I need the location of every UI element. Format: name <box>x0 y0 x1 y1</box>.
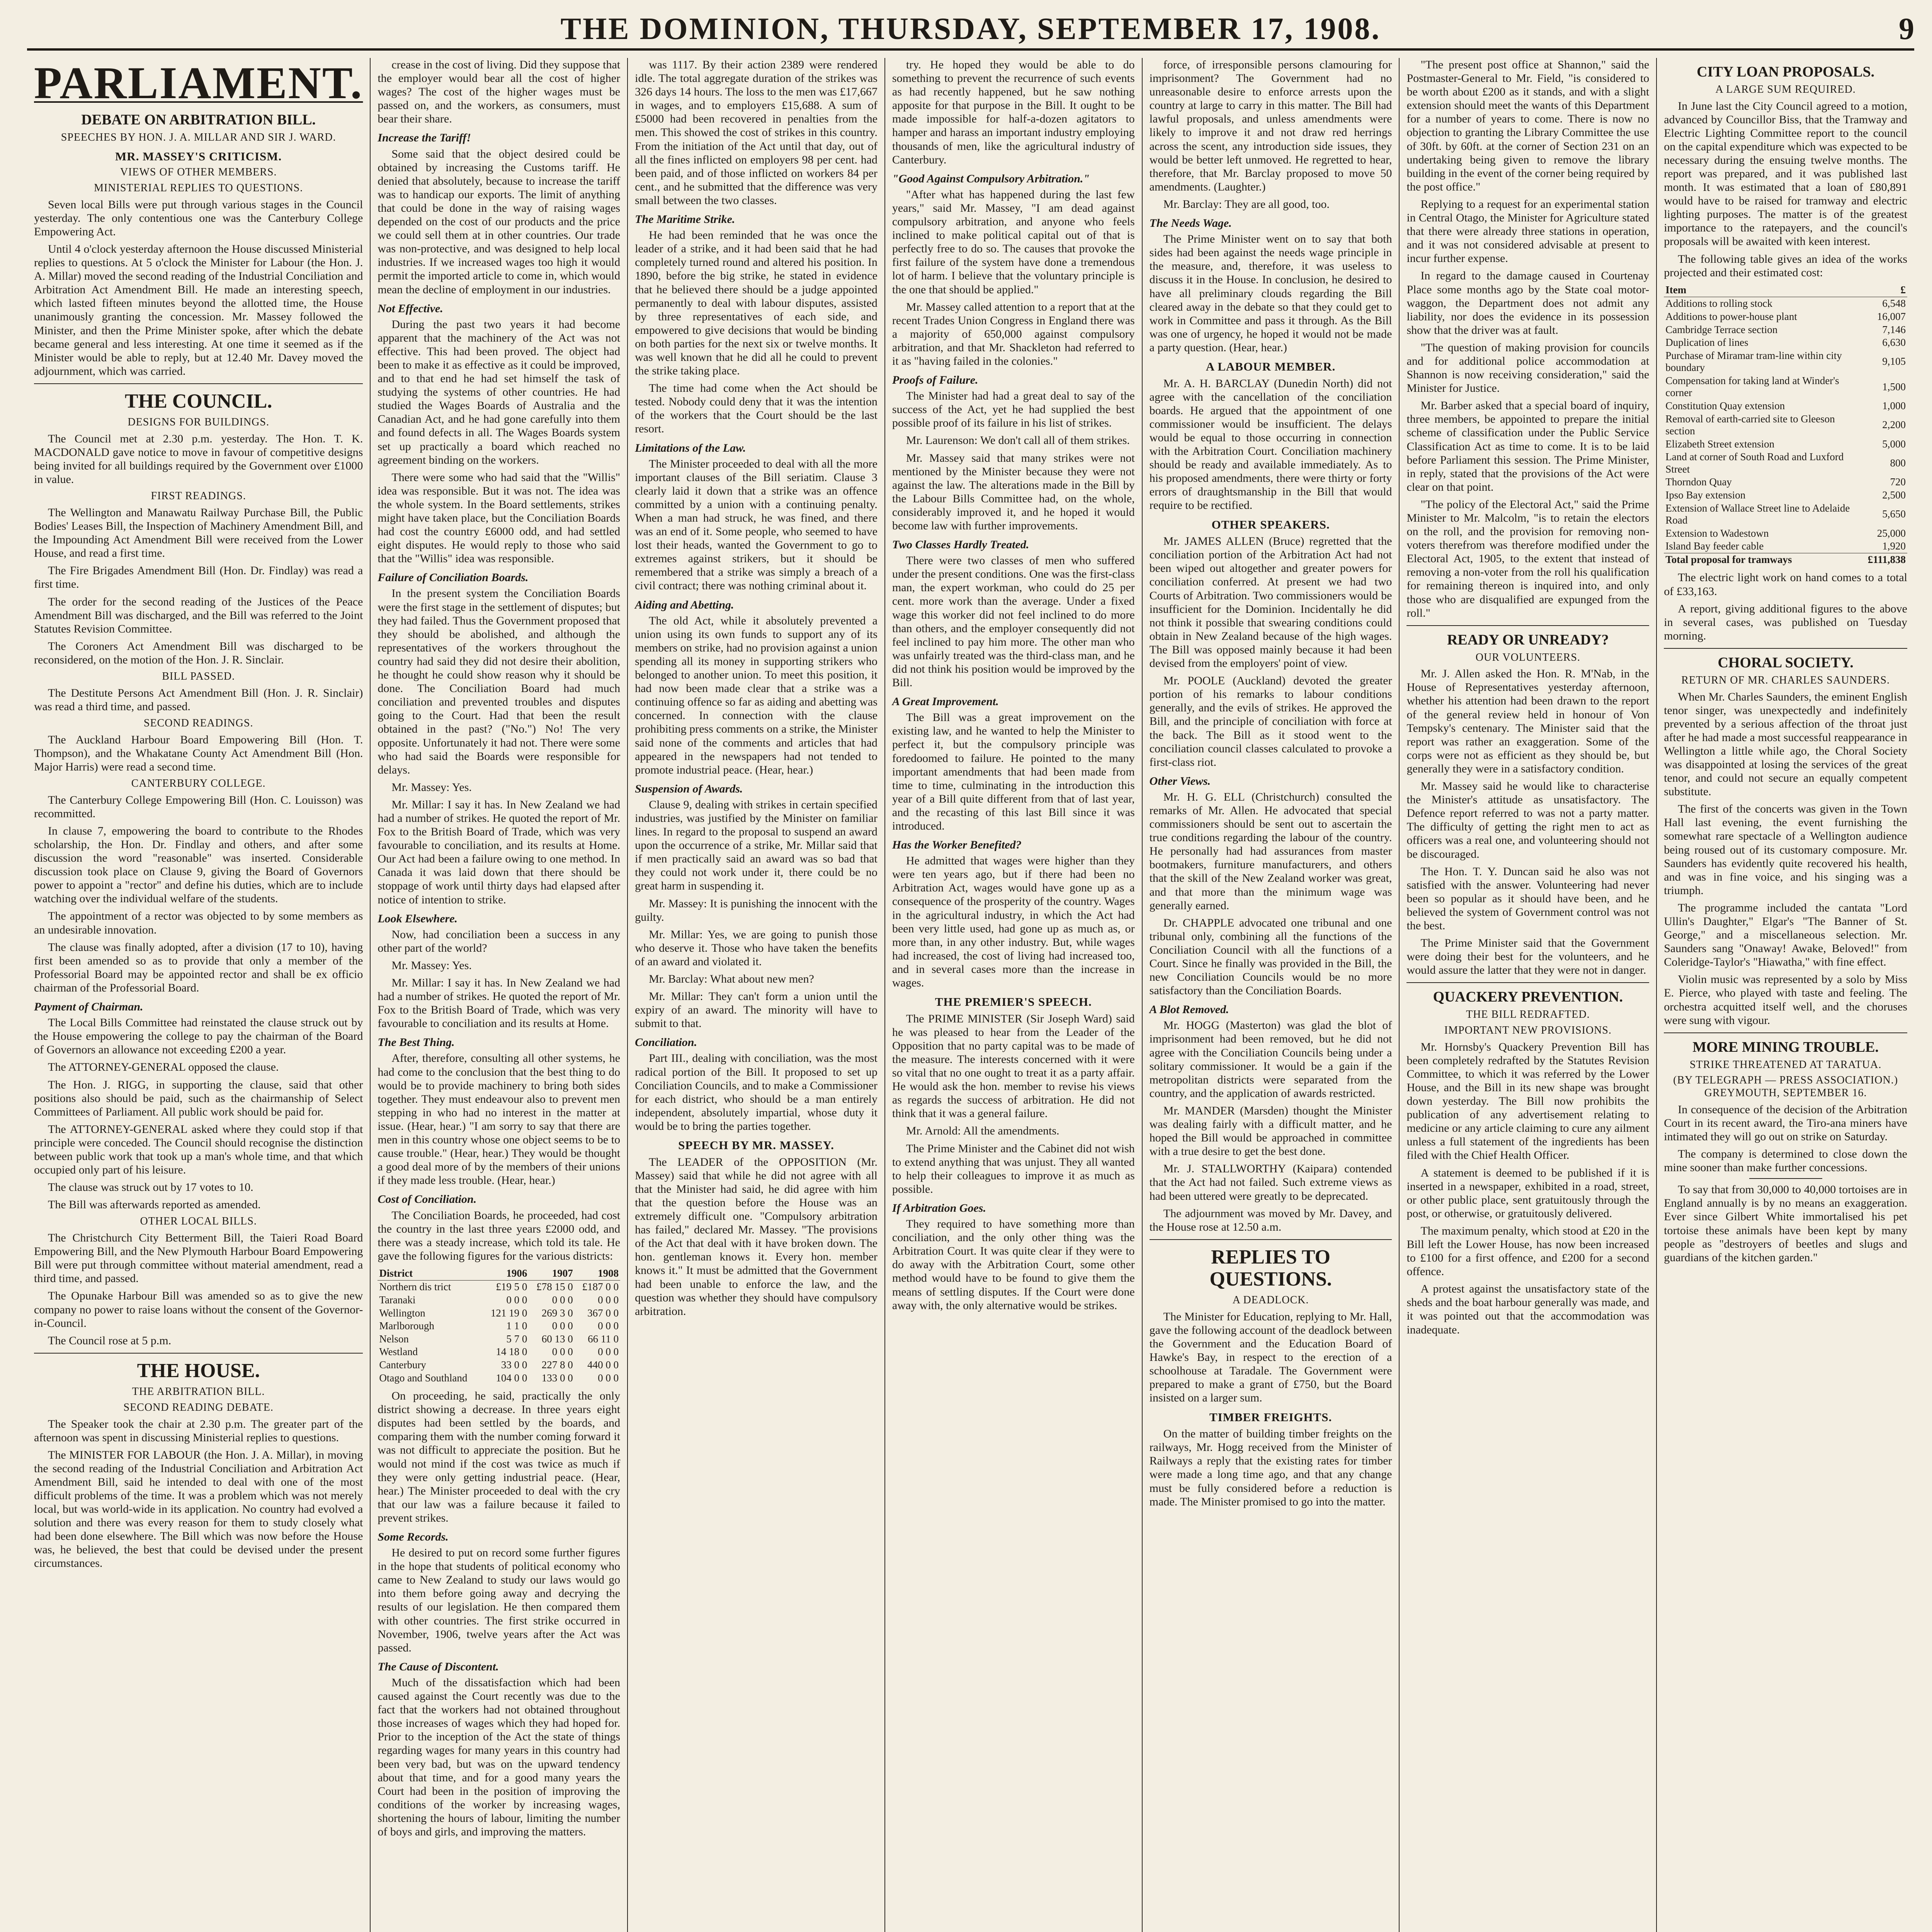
table-cell: 6,630 <box>1882 337 1906 349</box>
table-cell: Constitution Quay extension <box>1665 400 1785 412</box>
headline-choral: CHORAL SOCIETY. <box>1718 654 1854 671</box>
paragraph: Mr. Barclay: What about new men? <box>649 973 814 985</box>
paragraph: Mr. Millar: Yes, we are going to punish those who deserve it. Those who have taken the benefits of an award and violated it. <box>635 928 878 968</box>
column-2 <box>371 58 628 1932</box>
paragraph: The electric light work on hand comes to a total of £33,163. <box>1664 571 1907 598</box>
table-cell: Cambridge Terrace section <box>1665 323 1778 335</box>
paragraph: The Minister had had a great deal to say of the success of the Act, yet he had supplied the best possible proof of its failure in his list of strikes. <box>892 389 1135 430</box>
conciliation-cost-table <box>378 1267 620 1384</box>
column-5 <box>1143 58 1400 1932</box>
divider <box>34 1353 363 1354</box>
paragraph: In consequence of the decision of the Arbitration Court in its recent award, the Tiro-ana miners have intimated they will go out on strike on Saturday. <box>1664 1103 1907 1143</box>
paragraph: The time had come when the Act should be tested. Nobody could deny that it was the intention of the workers that the Court should be the last resort. <box>635 382 878 435</box>
paragraph: Mr. HOGG (Masterton) was glad the blot of imprisonment had been removed, but he did not agree with the Conciliation Councils being under a solitary commissioner. It would be a gain if the metropolitan districts were separated from the country, and the application of awards restricted. <box>1149 1019 1392 1100</box>
subhead-failure: Failure of Conciliation Boards. <box>378 571 529 584</box>
paragraph: The clause was finally adopted, after a division (17 to 10), having first been amended so as to provide that only a member of the Professorial Board may be appointed rector and shall be ex officio chairman of the Professorial Board. <box>34 940 363 994</box>
headline-city-loan: CITY LOAN PROPOSALS. <box>1697 64 1875 80</box>
table-cell: Purchase of Miramar tram-line within city boundary <box>1665 349 1842 374</box>
paragraph: Mr. Millar: I say it has. In New Zealand we had had a number of strikes. He quoted the report of Mr. Fox to the British Board of Trade, which was very favourable to conciliation and its results at Home. <box>378 976 621 1030</box>
table-row <box>378 1307 620 1320</box>
paragraph: A statement is deemed to be published if it is inserted in a newspaper, exhibited in a road, street, or other public place, sent gratuitously through the post, or otherwise, or gratuitously delivered. <box>1406 1166 1650 1220</box>
subhead-records: Some Records. <box>378 1531 449 1544</box>
divider <box>1406 982 1649 983</box>
divider <box>1406 625 1649 626</box>
table-row <box>378 1294 620 1307</box>
paragraph: Clause 9, dealing with strikes in certain specified industries, was justified by the Minister on familiar lines. In regard to the proposal to suspend an award upon the occurrence of a strike, Mr. Millar said that if men practically said an award was so bad that they could not work under it, there could be no great harm in suspending it. <box>635 798 878 893</box>
paragraph: Much of the dissatisfaction which had been caused against the Court recently was due to the fact that the workers had not obtained throughout those increases of wages which they had hoped for. Prior to the inception of the Act the state of things regarding wages for many years in this country had been very bad, but was on the upward tendency about that time, and for a good many years the Court had been in the position of improving the conditions of the worker by increasing wages, shortening the hours of labour, limiting the number of boys and girls, and improving the matters. <box>378 1676 621 1838</box>
subhead-discontent: The Cause of Discontent. <box>378 1660 499 1673</box>
paragraph: The programme included the cantata "Lord Ullin's Daughter," Elgar's "The Banner of St. George," and a miscellaneous selection. Mr. Saunders sang "Onaway! Awake, Beloved!" from Coleridge-Taylor's "Hiawatha," with fine effect. <box>1664 901 1907 969</box>
deck-arbitration: THE ARBITRATION BILL. <box>132 1386 265 1398</box>
subhead-blot: A Blot Removed. <box>1149 1003 1229 1016</box>
subhead-needs-wage: The Needs Wage. <box>1149 217 1232 230</box>
paragraph: Seven local Bills were put through various stages in the Council yesterday. The only contentious one was the Canterbury College Empowering Act. <box>34 198 363 238</box>
table-row <box>378 1359 620 1372</box>
table-cell: Removal of earth-carried site to Gleeson section <box>1665 413 1835 437</box>
paragraph: The ATTORNEY-GENERAL asked where they could stop if that principle were conceded. The Council should recognise the distinction between public work that took up a man's whole time, and that which occupied only part of his leisure. <box>34 1122 363 1177</box>
paragraph: He desired to put on record some further figures in the hope that students of political economy who came to New Zealand to study our laws would go into them before going away and decrying the results of our legislation. He then compared them with other countries. The first strike occurred in November, 1906, twelve years after the Act was passed. <box>378 1546 621 1654</box>
section-title-parliament: PARLIAMENT. <box>34 58 363 108</box>
table-cell: 5,650 <box>1882 508 1906 520</box>
table-cell: Otago and Southland <box>379 1372 468 1384</box>
paragraph: During the past two years it had become apparent that the machinery of the Act was not effective. This had been proved. The object had been to make it as effective as it could be improved, and to that end he had set himself the task of studying the systems of other countries. He had studied the Wages Boards of Australia and the Canadian Act, and he had gone carefully into them and found defects in all. The Wages Boards system set up practically a board which reached no agreement binding on the workers. <box>378 318 621 466</box>
paragraph: A report, giving additional figures to the above in several cases, was published on Tuesday morning. <box>1664 602 1907 642</box>
table-row <box>1664 413 1907 438</box>
table-cell: 227 8 0 <box>541 1359 573 1371</box>
table-cell: 1,920 <box>1882 540 1906 552</box>
deck-speeches: SPEECHES BY HON. J. A. MILLAR AND SIR J. WARD. <box>61 131 336 143</box>
deck-views: VIEWS OF OTHER MEMBERS. <box>120 166 277 179</box>
table-row <box>1664 489 1907 502</box>
paragraph: The Destitute Persons Act Amendment Bill (Hon. J. R. Sinclair) was read a third time, and passed. <box>34 686 363 713</box>
table-cell: Taranaki <box>379 1294 416 1306</box>
subhead-aiding: Aiding and Abetting. <box>635 598 734 611</box>
subhead-great-improvement: A Great Improvement. <box>892 695 999 708</box>
paragraph: The Council met at 2.30 p.m. yesterday. The Hon. T. K. MACDONALD gave notice to move in favour of competitive designs being invited for all buildings required by the Government over £1000 in value. <box>34 432 363 486</box>
table-cell: 0 0 0 <box>506 1294 527 1306</box>
page-number: 9 <box>1899 12 1914 46</box>
divider <box>34 383 363 384</box>
headline-other-speakers: OTHER SPEAKERS. <box>1211 517 1330 531</box>
table-cell: £78 15 0 <box>536 1281 573 1293</box>
paragraph: The Opunake Harbour Bill was amended so as to give the new company no power to raise loans without the consent of the Governor-in-Council. <box>34 1289 363 1330</box>
table-cell: Additions to rolling stock <box>1665 298 1772 310</box>
paragraph: The Minister for Education, replying to Mr. Hall, gave the following account of the deadlock between the Government and the Education Board of Hawke's Bay, in respect to the erection of a schoolhouse at Taradale. The Government were prepared to make a grant of £750, but the Board insisted on a larger sum. <box>1149 1310 1392 1405</box>
table-cell: 9,105 <box>1882 355 1906 367</box>
paragraph: They required to have something more than conciliation, and the only other thing was the Arbitration Court. It was quite clear if they were to do away with the Arbitration Court, some other method would have to be found to give them the means of settling disputes. If the Court were done away with, the only alternative would be strikes. <box>892 1218 1135 1312</box>
paragraph: Mr. POOLE (Auckland) devoted the greater portion of his remarks to labour conditions generally, and the evils of strikes. He approved the Bill, and the principle of conciliation with force at the back. The Bill as it stood went to the conciliation council classes calculated to provoke a first-class riot. <box>1149 674 1392 769</box>
dateline: (BY TELEGRAPH — PRESS ASSOCIATION.) GREYMOUTH, SEPTEMBER 16. <box>1673 1074 1898 1099</box>
table-row <box>1664 349 1907 374</box>
paragraph: The Hon. T. Y. Duncan said he also was not satisfied with the answer. Volunteering had never been so popular as it should have been, and he believed the system of Government control was not the best. <box>1406 865 1650 932</box>
paragraph: To say that from 30,000 to 40,000 tortoises are in England annually is by no means an exaggeration. Ever since Gilbert White immortalised his pet tortoise these animals have been kept by many people as "destroyers of beetles and slugs and guardians of the kitchen garden." <box>1664 1183 1907 1264</box>
paragraph: "After what has happened during the last few years," said Mr. Massey, "I am dead against compulsory arbitration, and anyone who feels inclined to make political capital out of that is perfectly free to do so. The causes that provoke the first failure of the system have done a tremendous lot of harm. I believe that the voluntary principle is the one that should be applied." <box>892 188 1135 296</box>
headline-quackery: QUACKERY PREVENTION. <box>1433 989 1623 1005</box>
table-cell: 25,000 <box>1877 527 1906 539</box>
table-row <box>1664 451 1907 476</box>
masthead-rule <box>27 48 1914 51</box>
table-header-cell: District <box>378 1267 483 1281</box>
deck-saunders: RETURN OF MR. CHARLES SAUNDERS. <box>1681 674 1890 686</box>
paragraph: force, of irresponsible persons clamouring for imprisonment? The Government had no unreasonable desire to enforce arrests upon the country at large to carry in this matter. The Bill had lawful proposals, and unless amendments were likely to improve it and not draw red herrings across the scent, any introduction side issues, they would be better left unmoved. He regretted to hear, therefore, that Mr. Barclay proposed to move 50 amendments. (Laughter.) <box>1149 58 1392 193</box>
paragraph: He admitted that wages were higher than they were ten years ago, but if there had been no Arbitration Act, wages would have gone up as a consequence of the prosperity of the country. Wages in the agricultural industry, in which the Act had been very little used, had gone up as much as, or more than, in any other industry. But, while wages had increased, the cost of living had increased too, and in several cases more than the increase in wages. <box>892 854 1135 989</box>
table-row <box>1664 310 1907 323</box>
table-cell: Ipso Bay extension <box>1665 489 1746 501</box>
columns <box>27 58 1914 1932</box>
table-cell: 1,000 <box>1882 400 1906 412</box>
paragraph: The Prime Minister went on to say that both sides had been against the needs wage principle in the measure, and, therefore, it was useless to discuss it in the House. In conclusion, he desired to have all preliminary clouds regarding the Bill cleared away in the debate so that they could get to work in Committee and pass it through. As the Bill was one of urgency, he hoped it would not be made a party question. (Hear, hear.) <box>1149 233 1392 354</box>
paragraph: Mr. Millar: They can't form a union until the expiry of an award. The minority will have to submit to that. <box>635 990 878 1030</box>
paragraph: Mr. Laurenson: We don't call all of them strikes. <box>906 434 1130 447</box>
table-cell: 121 19 0 <box>490 1307 527 1319</box>
table-header-cell: 1907 <box>529 1267 574 1281</box>
paragraph: Mr. Massey: It is punishing the innocent with the guilty. <box>635 897 878 923</box>
table-row <box>1664 336 1907 349</box>
deck-bill-redrafted: THE BILL REDRAFTED. <box>1466 1009 1590 1021</box>
paragraph: The Christchurch City Betterment Bill, the Taieri Road Board Empowering Bill, and the New Plymouth Harbour Board Empowering Bill were put through committee without material amendment, read a third time, and passed. <box>34 1231 363 1285</box>
paragraph: The Speaker took the chair at 2.30 p.m. The greater part of the afternoon was spent in discussing Ministerial replies to questions. <box>34 1417 363 1444</box>
paragraph: The MINISTER FOR LABOUR (the Hon. J. A. Millar), in moving the second reading of the Industrial Conciliation and Arbitration Act Amendment Bill, said he intended to deal with one of the most difficult problems of the time. It was a problem which was not merely local, but was world-wide in its application. No country had evolved a solution and there was every reason for them to study closely what had been done elsewhere. The Bill which was now before the House was, he believed, the best that could be devised under the present circumstances. <box>34 1448 363 1570</box>
table-row <box>378 1345 620 1359</box>
table-cell: 16,007 <box>1877 310 1906 322</box>
subhead-conciliation: Conciliation. <box>635 1036 697 1049</box>
table-cell: Canterbury <box>379 1359 426 1371</box>
paragraph: A protest against the unsatisfactory state of the sheds and the boat harbour generally was made, and it was pointed out that the accommodation was inadequate. <box>1406 1282 1650 1336</box>
subhead-not-effective: Not Effective. <box>378 302 443 315</box>
subhead-chairman: Payment of Chairman. <box>34 1000 143 1014</box>
paragraph: Mr. Hornsby's Quackery Prevention Bill has been completely redrafted by the Statutes Revision Committee, to which it was referred by the Lower House, and the Bill in its new shape was brought down yesterday. The Bill now prohibits the publication of any advertisement relating to medicine or any article claiming to cure any ailment unless a full statement of the ingredients has been filed with the Chief Health Officer. <box>1406 1040 1650 1162</box>
table-row <box>378 1281 620 1294</box>
table-header-cell: 1906 <box>483 1267 529 1281</box>
paragraph: Now, had conciliation been a success in any other part of the world? <box>378 928 621 954</box>
table-row <box>378 1372 620 1385</box>
table-header-row <box>378 1267 620 1281</box>
paragraph: The adjournment was moved by Mr. Davey, and the House rose at 12.50 a.m. <box>1149 1207 1392 1233</box>
deck-large-sum: A LARGE SUM REQUIRED. <box>1715 83 1856 95</box>
masthead-title: THE DOMINION, THURSDAY, SEPTEMBER 17, 1908. <box>560 12 1381 46</box>
paragraph: Mr. Massey: Yes. <box>391 959 472 972</box>
table-cell: 0 0 0 <box>552 1320 573 1332</box>
deck-designs: DESIGNS FOR BUILDINGS. <box>128 416 269 429</box>
paragraph: He had been reminded that he was once the leader of a strike, and it had been said that he had completely turned round and altered his position. In 1890, before the big strike, he stated in evidence that he believed there should be a judge appointed permanently to deal with labour disputes, assisted by three representatives of each side, and empowered to give decisions that would be binding on both parties for the next six or twelve months. It was well known that he did all he could to prevent the strike taking place. <box>635 229 878 378</box>
paragraph: "The question of making provision for councils and for additional police accommodation at Shannon is now receiving consideration," said the Minister for Justice. <box>1406 341 1650 395</box>
table-cell: 5 7 0 <box>506 1333 527 1345</box>
table-total-row <box>1664 553 1907 566</box>
paragraph: After, therefore, consulting all other systems, he had come to the conclusion that the best thing to do would be to provide machinery to bring both sides together. They must endeavour also to prevent men stepping in who had no interest in the matter at issue. (Hear, hear.) "I am sorry to say that there are men in this country whose one object seems to be to cause trouble." (Hear, hear.) They would be thought a good deal more of by the members of their unions if they made less trouble. (Hear, hear.) <box>378 1052 621 1187</box>
paragraph: Mr. Massey said he would like to characterise the Minister's attitude as unsatisfactory. The Defence report referred to was not a party matter. The difficulty of getting the right men to act as officers was a real one, and volunteering should not be discouraged. <box>1406 780 1650 861</box>
paragraph: Mr. H. G. ELL (Christchurch) consulted the remarks of Mr. Allen. He advocated that special commissioners should be sent out to ascertain the true conditions regarding the labour of the country. He personally had had assurances from master bootmakers, furniture manufacturers, and others that the skill of the New Zealand worker was great, and that more than the minimum wage was generally earned. <box>1149 790 1392 912</box>
table-cell: 104 0 0 <box>496 1372 527 1384</box>
paragraph: try. He hoped they would be able to do something to prevent the recurrence of such events as had recently happened, but he saw nothing apposite for that purpose in the Bill. It ought to be made impossible for half-a-dozen agitators to hamper and harass an important industry employing thousands of men, like the agricultural industry of Canterbury. <box>892 58 1135 166</box>
table-cell: 0 0 0 <box>598 1372 619 1384</box>
paragraph: Mr. Massey said that many strikes were not mentioned by the Minister because they were not against the law. The alterations made in the Bill by the Labour Bills Committee had, on the whole, considerably improved it, and he hoped it would become law with further improvements. <box>892 451 1135 532</box>
table-cell: 1 1 0 <box>506 1320 527 1332</box>
paragraph: The clause was struck out by 17 votes to 10. <box>48 1181 253 1194</box>
headline-criticism: MR. MASSEY'S CRITICISM. <box>115 149 282 163</box>
headline-ready: READY OR UNREADY? <box>1447 631 1609 648</box>
paragraph: Mr. J. Allen asked the Hon. R. M'Nab, in the House of Representatives yesterday afternoon, whether his attention had been drawn to the report of the general review held in honour of Von Tempsky's centenary. The Minister said that the report was rather an exaggeration. Some of the corps were not as efficient as they should be, but generally they were in a satisfactory condition. <box>1406 667 1650 775</box>
column-4 <box>885 58 1143 1932</box>
table-cell: £111,838 <box>1866 553 1907 566</box>
table-cell: Additions to power-house plant <box>1665 310 1797 322</box>
paragraph: The Local Bills Committee had reinstated the clause struck out by the House empowering the college to pay the chairman of the Board of Governors an allowance not exceeding £200 a year. <box>34 1016 363 1056</box>
headline-replies: REPLIES TO QUESTIONS. <box>1209 1246 1332 1290</box>
subhead-proofs: Proofs of Failure. <box>892 374 978 387</box>
paragraph: The Canterbury College Empowering Bill (Hon. C. Louisson) was recommitted. <box>34 793 363 820</box>
table-row <box>1664 400 1907 413</box>
subhead-limitations: Limitations of the Law. <box>635 441 746 454</box>
paragraph: On proceeding, he said, practically the only district showing a decrease. In three years eight disputes had been settled by the boards, and comparing them with the number coming forward it was not difficult to appreciate the position. But he would not mind if the cost was twice as much if they were only getting industrial peace. (Hear, hear.) The Minister proceeded to deal with the cry that our law was a failure because it failed to prevent strikes. <box>378 1389 621 1524</box>
divider <box>1664 1032 1907 1033</box>
deck-other-local: OTHER LOCAL BILLS. <box>140 1215 257 1228</box>
table-cell: 367 0 0 <box>587 1307 619 1319</box>
table-cell: Northern dis trict <box>379 1281 451 1293</box>
paragraph: There were two classes of men who suffered under the present conditions. One was the first-class man, the expert workman, who could do 25 per cent. more work than the average. Under a fixed wage this worker did not feel inclined to do more than others, and the employer consequently did not feel inclined to pay him more. The other man who was unfairly treated was the third-class man, and he did not think his position would be improved by the Bill. <box>892 554 1135 689</box>
table-header-cell: Item <box>1664 283 1866 297</box>
divider <box>1664 648 1907 649</box>
paragraph: crease in the cost of living. Did they suppose that the employer would bear all the cost of higher wages? The cost of the higher wages must be passed on, and the workers, as consumers, must bear their share. <box>378 58 621 126</box>
paragraph: The Auckland Harbour Board Empowering Bill (Hon. T. Thompson), and the Whakatane County Act Amendment Bill (Hon. Major Harris) were read a second time. <box>34 733 363 773</box>
paragraph: The appointment of a rector was objected to by some members as an undesirable innovation. <box>34 910 363 936</box>
paragraph: Mr. Barclay: They are all good, too. <box>1163 197 1330 211</box>
table-cell: 2,200 <box>1882 419 1906 431</box>
paragraph: "The present post office at Shannon," said the Postmaster-General to Mr. Field, "is considered to be worth about £200 as it stands, and with a slight extension should meet the wants of this Department for a number of years to come. There is now no objection to granting the Library Committee the use of 30ft. by 60ft. at the corner of Section 231 on an undertaking being given to remove the library building in the event of the corner being required by the post office." <box>1406 58 1650 193</box>
deck-deadlock: A DEADLOCK. <box>1232 1294 1309 1306</box>
table-cell: Westland <box>379 1346 418 1358</box>
table-cell: Extension to Wadestown <box>1665 527 1769 539</box>
deck-volunteers: OUR VOLUNTEERS. <box>1475 651 1580 663</box>
headline-timber: TIMBER FREIGHTS. <box>1209 1410 1332 1424</box>
subhead-other-views: Other Views. <box>1149 774 1211 787</box>
paragraph: The order for the second reading of the Justices of the Peace Amendment Bill was discharged, and the Bill was referred to the Joint Statutes Revision Committee. <box>34 595 363 635</box>
paragraph: Dr. CHAPPLE advocated one tribunal and one tribunal only, combining all the functions of the Conciliation Council with all the functions of a Court. Since he finally was provided in the Bill, the new Conciliation Councils would be no more satisfactory than the Conciliation Boards. <box>1149 916 1392 997</box>
headline-premier: THE PREMIER'S SPEECH. <box>935 995 1092 1009</box>
paragraph: The Conciliation Boards, he proceeded, had cost the country in the last three years £2000 odd, and there was a steady increase, which told its tale. He gave the following figures for the various districts: <box>378 1209 621 1262</box>
table-cell: 33 0 0 <box>501 1359 527 1371</box>
subhead-two-classes: Two Classes Hardly Treated. <box>892 538 1029 551</box>
paragraph: There were some who had said that the "Willis" idea was responsible. But it was not. The idea was the whole system. In the Board settlements, strikes might have taken place, but the Conciliation Boards had cost the country £6000 odd, and had settled eight disputes. He would reply to those who said that the "Willis" idea was responsible. <box>378 471 621 565</box>
table-cell: 800 <box>1890 457 1906 469</box>
table-cell: 6,548 <box>1882 298 1906 310</box>
paragraph: The first of the concerts was given in the Town Hall last evening, the event furnishing the somewhat rare spectacle of a Wellington audience being roused out of its customary composure. Mr. Saunders has evidently quite recovered his health, and was in fine voice, and his singing was a triumph. <box>1664 803 1907 897</box>
table-cell: 7,146 <box>1882 323 1906 335</box>
paragraph: The Prime Minister said that the Government were doing their best for the volunteers, and he would assure the latter that they were not in danger. <box>1406 937 1650 977</box>
paragraph: The LEADER of the OPPOSITION (Mr. Massey) said that while he did not agree with all that the Minister had said, he did agree with him that the question before the House was an extremely difficult one. "Compulsory arbitration has failed," declared Mr. Massey. "The provisions of the Act that deal with it have broken down. The hon. gentleman knows it. Every hon. member knows it." It must be admitted that the Government had been unable to enforce the law, and the question was whether they should have compulsory arbitration. <box>635 1155 878 1318</box>
table-header-row <box>1664 283 1907 297</box>
table-row <box>1664 297 1907 310</box>
headline-mining: MORE MINING TROUBLE. <box>1692 1039 1879 1055</box>
column-1 <box>27 58 371 1932</box>
headline-labour-member: A LABOUR MEMBER. <box>1206 359 1336 373</box>
column-3 <box>628 58 885 1932</box>
table-cell: Nelson <box>379 1333 409 1345</box>
paragraph: The Hon. J. RIGG, in supporting the clause, said that other positions also should be paid, such as the chairmanship of Select Committees of Parliament. All public work should be paid for. <box>34 1078 363 1118</box>
table-cell: Wellington <box>379 1307 425 1319</box>
subhead-good-against: "Good Against Compulsory Arbitration." <box>892 172 1090 185</box>
paragraph: The Prime Minister and the Cabinet did not wish to extend anything that was unjust. They all wanted to help their colleagues to improve it as much as possible. <box>892 1142 1135 1196</box>
paragraph: The following table gives an idea of the works projected and their estimated cost: <box>1664 252 1907 279</box>
subhead-cost: Cost of Conciliation. <box>378 1193 477 1206</box>
table-cell: 440 0 0 <box>587 1359 619 1371</box>
deck-strike: STRIKE THREATENED AT TARATUA. <box>1689 1058 1882 1071</box>
paragraph: "The policy of the Electoral Act," said the Prime Minister to Mr. Malcolm, "is to retain the electors on the roll, and the provision for removing non-voters therefrom was therefore modified under the Electoral Act, 1905, to the extent that instead of removing a non-voter from the roll his qualification for remaining thereon is inquired into, and only those who are disqualified are expunged from the roll." <box>1406 498 1650 619</box>
table-row <box>1664 438 1907 451</box>
paragraph: In June last the City Council agreed to a motion, advanced by Councillor Biss, that the Tramway and Electric Lighting Committee report to the council on the capital expenditure which was expected to be necessary during the ensuing twelve months. The report was prepared, and it was published last month. It was estimated that a loan of £80,891 would have to be raised for tramway and electric lighting purposes. The matter is of the greatest importance to the ratepayers, and the council's proposals will be awaited with keen interest. <box>1664 99 1907 248</box>
table-cell: 0 0 0 <box>552 1346 573 1358</box>
subhead-if-arbitration: If Arbitration Goes. <box>892 1201 986 1214</box>
table-cell: 0 0 0 <box>598 1346 619 1358</box>
paragraph: Mr. MANDER (Marsden) thought the Minister was dealing fairly with a difficult matter, and he hoped the Bill would be approached in committee with a true desire to get the best done. <box>1149 1104 1392 1158</box>
paragraph: Mr. JAMES ALLEN (Bruce) regretted that the conciliation portion of the Arbitration Act had not been wiped out altogether and greater powers for conciliation conferred. At present we had two Courts of Arbitration. Two commissioners would be insufficient for the Dominion. Incidentally he did not think it possible that swearing conditions could obtain in New Zealand because of the high wages. The Bill was opposed mainly because it had been devised from the employers' point of view. <box>1149 535 1392 670</box>
subhead-suspension: Suspension of Awards. <box>635 782 743 795</box>
divider <box>1150 1239 1392 1240</box>
table-cell: Extension of Wallace Street line to Adelaide Road <box>1665 502 1850 526</box>
table-cell: Marlborough <box>379 1320 434 1332</box>
table-cell: 1,500 <box>1882 381 1906 393</box>
table-cell: 66 11 0 <box>588 1333 619 1345</box>
loan-table <box>1664 283 1907 566</box>
paragraph: Mr. Massey: Yes. <box>391 781 472 794</box>
table-row <box>1664 374 1907 400</box>
paragraph: Replying to a request for an experimental station in Central Otago, the Minister for Agriculture stated that there were already three stations in operation, and it was not considered advisable at present to incur further expense. <box>1406 197 1650 265</box>
subhead-increase: Increase the Tariff! <box>378 131 471 145</box>
paragraph: The Fire Brigades Amendment Bill (Hon. Dr. Findlay) was read a first time. <box>34 564 363 591</box>
paragraph: Some said that the object desired could be obtained by increasing the Customs tariff. He denied that absolutely, because to increase the tariff was to handicap our exports. The limit of anything that could be done in the way of raising wages depended on the cost of our products and the price we could sell them at in other countries. Our trade was non-protective, and was designed to help local industries. If we increased wages too high it would permit the imported article to come in, which would mean the decline of employment in our industries. <box>378 147 621 296</box>
paragraph: Mr. Massey called attention to a report that at the recent Trades Union Congress in England there was a majority of 650,000 against compulsory arbitration, and that Mr. Shackleton had referred to it as "having failed in the colonies." <box>892 300 1135 367</box>
masthead <box>27 12 1914 46</box>
paragraph: The maximum penalty, which stood at £20 in the Bill left the Lower House, has now been increased to £100 for a first offence, and £200 for a second offence. <box>1406 1224 1650 1278</box>
table-cell: Island Bay feeder cable <box>1665 540 1764 552</box>
subhead-best: The Best Thing. <box>378 1036 455 1049</box>
table-cell: 5,000 <box>1882 438 1906 450</box>
deck-canterbury: CANTERBURY COLLEGE. <box>131 777 266 789</box>
deck-ministerial: MINISTERIAL REPLIES TO QUESTIONS. <box>94 182 303 194</box>
paragraph: Mr. Arnold: All the amendments. <box>906 1124 1060 1138</box>
table-row <box>378 1333 620 1346</box>
paragraph: The PRIME MINISTER (Sir Joseph Ward) said he was pleased to hear from the Leader of the Opposition that no party capital was to be made of the measure. The interests concerned with it were so vital that no one ought to treat it as a party affair. He would ask the hon. member to revise his views as regards the success of arbitration. He did not think that it was a general failure. <box>892 1012 1135 1120</box>
paragraph: Mr. Millar: I say it has. In New Zealand we had had a number of strikes. He quoted the report of Mr. Fox to the British Board of Trade, which was very favourable to conciliation, and its results at Home. Our Act had been a failure owing to one method. In Canada it was laid down that there should be stoppage of work until thirty days had elapsed after notice of intention to strike. <box>378 798 621 906</box>
table-cell: Land at corner of South Road and Luxford Street <box>1665 451 1844 475</box>
paragraph: The old Act, while it absolutely prevented a union using its own funds to support any of its members on strike, had no provision against a union spending all its money in supporting strikers who belonged to another union. To meet this position, it had now been made clear that a strike was a continuing offence so far as aiding and abetting was concerned. In connection with the clause prohibiting press comments on a strike, the Minister said none of the comments and articles that had appeared in the newspapers had not tended to promote industrial peace. (Hear, hear.) <box>635 614 878 776</box>
table-row <box>1664 540 1907 553</box>
column-7 <box>1657 58 1914 1932</box>
deck-second-reading: SECOND READING DEBATE. <box>123 1401 274 1413</box>
table-header-cell: £ <box>1866 283 1907 297</box>
paragraph: The Minister proceeded to deal with all the more important clauses of the Bill seriatim. Clause 3 clearly laid it down that a strike was an offence committed by a union with a continuing penalty. When a man had struck, he was fined, and there was an end of it. Some people, who seemed to have lost their heads, wanted the Government to go to extremes against strikers, but it should be remembered that a strike was simply a breach of a civil contract; there was nothing criminal about it. <box>635 457 878 592</box>
table-cell: 0 0 0 <box>598 1294 619 1306</box>
paragraph: In clause 7, empowering the board to contribute to the Rhodes scholarship, the Hon. Dr. Findlay and others, and after some discussion the word "reasonable" was inserted. Considerable discussion took place on Clause 9, giving the Board of Governors power to appoint a "rector" and define his duties, which are to include watching over the individual welfare of the students. <box>34 824 363 905</box>
divider <box>1749 1178 1822 1179</box>
subhead-look: Look Elsewhere. <box>378 912 458 925</box>
paragraph: Mr. A. H. BARCLAY (Dunedin North) did not agree with the cancellation of the conciliation boards. He argued that the appointment of one commissioner would be insufficient. The delays would be equal to those occurring in connection with the Arbitration Court. Conciliation machinery should be ready and available immediately. As to his proposed amendments, there were thirty or forty errors of draughtsmanship in the Bill that would require to be rectified. <box>1149 377 1392 512</box>
paragraph: Until 4 o'clock yesterday afternoon the House discussed Ministerial replies to questions. At 5 o'clock the Minister for Labour (the Hon. J. A. Millar) moved the second reading of the Industrial Conciliation and Arbitration Act Amendment Bill. He made an interesting speech, which lasted fifteen minutes beyond the allotted time, the House unanimously granting the concession. Mr. Massey followed the Minister, and then the Prime Minister spoke, after which the debate became general and less interesting. At one time it seemed as if the Minister would be able to reply, but at 12.40 Mr. Davey moved the adjournment, which was carried. <box>34 242 363 378</box>
headline-house: THE HOUSE. <box>137 1359 260 1382</box>
table-cell: Total proposal for tramways <box>1664 553 1866 566</box>
table-cell: Duplication of lines <box>1665 337 1748 349</box>
paragraph: In the present system the Conciliation Boards were the first stage in the settlement of disputes; but they had failed. Thus the Government proposed that they should be abolished, and although the representatives of the workers throughout the country had said they did not desire their abolition, he thought he could show reason why it should be done. The Conciliation Board had much conciliation and prevented troubles and disputes going to the Court. Had that been the result obtained in the past? ("No.") No! The very opposite. Unfortunately it had not. There were some who had said the Boards were responsible for delays. <box>378 587 621 776</box>
paragraph: Part III., dealing with conciliation, was the most radical portion of the Bill. It proposed to set up Conciliation Councils, and to make a Commissioner for each district, who should be a man entirely independent, absolutely impartial, whose duty it would be to bring the parties together. <box>635 1052 878 1133</box>
table-cell: Compensation for taking land at Winder's corner <box>1665 374 1839 399</box>
table-cell: 2,500 <box>1882 489 1906 501</box>
table-row <box>1664 527 1907 540</box>
paragraph: The Coroners Act Amendment Bill was discharged to be reconsidered, on the motion of the Hon. J. R. Sinclair. <box>34 639 363 666</box>
table-row <box>1664 502 1907 527</box>
paragraph: Mr. Barber asked that a special board of inquiry, three members, be appointed to prepare the initial scheme of classification under the Public Service Classification Act as time to come. It is to be laid before Parliament this session. The Prime Minister, in reply, stated that the provisions of the Act were clear on that point. <box>1406 399 1650 493</box>
table-cell: £187 0 0 <box>582 1281 619 1293</box>
table-cell: 14 18 0 <box>496 1346 527 1358</box>
table-row <box>1664 323 1907 337</box>
table-row <box>1664 476 1907 489</box>
table-cell: 133 0 0 <box>541 1372 573 1384</box>
paragraph: Violin music was represented by a solo by Miss E. Pierce, who played with taste and feeling. The orchestra acquitted itself well, and the choruses were sung with vigour. <box>1664 973 1907 1027</box>
table-row <box>378 1320 620 1333</box>
headline-council: THE COUNCIL. <box>124 390 272 412</box>
column-6 <box>1400 58 1657 1932</box>
table-cell: Thorndon Quay <box>1665 476 1732 488</box>
table-cell: 60 13 0 <box>541 1333 573 1345</box>
paragraph: The Wellington and Manawatu Railway Purchase Bill, the Public Bodies' Leases Bill, the Inspection of Machinery Amendment Bill, and the Impounding Act Amendment Bill were received from the Lower House, and read a first time. <box>34 506 363 560</box>
paragraph: was 1117. By their action 2389 were rendered idle. The total aggregate duration of the strikes was 326 days 14 hours. The loss to the men was £17,667 in wages, and to employers £15,688. A sum of £5000 had been recovered in penalties from the men. This showed the cost of strikes in this country. From the initiation of the Act until that day, out of all the fines inflicted on employers 98 per cent. had been paid, and of those inflicted on workers 84 per cent., and he submitted that the difference was very small between the two classes. <box>635 58 878 207</box>
paragraph: When Mr. Charles Saunders, the eminent English tenor singer, was unexpectedly and indefinitely prevented by a serious affection of the throat just after he had made a most successful reappearance in Wellington a little while ago, the Choral Society was disappointed at losing the services of the great tenor, and could not secure an equally competent substitute. <box>1664 690 1907 798</box>
table-cell: 720 <box>1890 476 1906 488</box>
headline-speech-massey: SPEECH BY MR. MASSEY. <box>678 1138 834 1152</box>
deck-second-readings: SECOND READINGS. <box>143 717 253 729</box>
paragraph: The company is determined to close down the mine sooner than make further concessions. <box>1664 1148 1907 1174</box>
table-cell: 0 0 0 <box>598 1320 619 1332</box>
table-cell: 0 0 0 <box>552 1294 573 1306</box>
subhead-has-worker: Has the Worker Benefited? <box>892 838 1022 852</box>
deck-first-readings: FIRST READINGS. <box>151 490 246 502</box>
table-cell: £19 5 0 <box>496 1281 527 1293</box>
paragraph: The ATTORNEY-GENERAL opposed the clause. <box>48 1061 279 1074</box>
deck-important: IMPORTANT NEW PROVISIONS. <box>1444 1024 1612 1036</box>
paragraph: The Bill was afterwards reported as amended. <box>48 1198 261 1211</box>
paragraph: In regard to the damage caused in Courtenay Place some months ago by the State coal motor-waggon, the Department does not admit any liability, nor does the evidence in its possession show that the driver was at fault. <box>1406 269 1650 337</box>
table-header-cell: 1908 <box>575 1267 620 1281</box>
paragraph: Mr. J. STALLWORTHY (Kaipara) contended that the Act had not failed. Such extreme views as had been uttered were greatly to be deprecated. <box>1149 1162 1392 1202</box>
headline-debate: DEBATE ON ARBITRATION BILL. <box>81 112 316 128</box>
subhead-maritime: The Maritime Strike. <box>635 213 735 226</box>
deck-bill-passed: BILL PASSED. <box>162 670 235 682</box>
paragraph: The Bill was a great improvement on the existing law, and he wanted to help the Minister to perfect it, but the compulsory principle was foredoomed to failure. He pointed to the many important amendments that had been made from time to time, culminating in the introduction this year of a Bill quite different from that of last year, and the recasting of this last Bill since it was introduced. <box>892 711 1135 832</box>
paragraph: On the matter of building timber freights on the railways, Mr. Hogg received from the Minister of Railways a reply that the existing rates for timber were made a long time ago, and that any change must be fully considered before a reduction is made. The Minister promised to go into the matter. <box>1149 1427 1392 1508</box>
paragraph: The Council rose at 5 p.m. <box>48 1334 172 1347</box>
table-cell: Elizabeth Street extension <box>1665 438 1775 450</box>
table-cell: 269 3 0 <box>541 1307 573 1319</box>
